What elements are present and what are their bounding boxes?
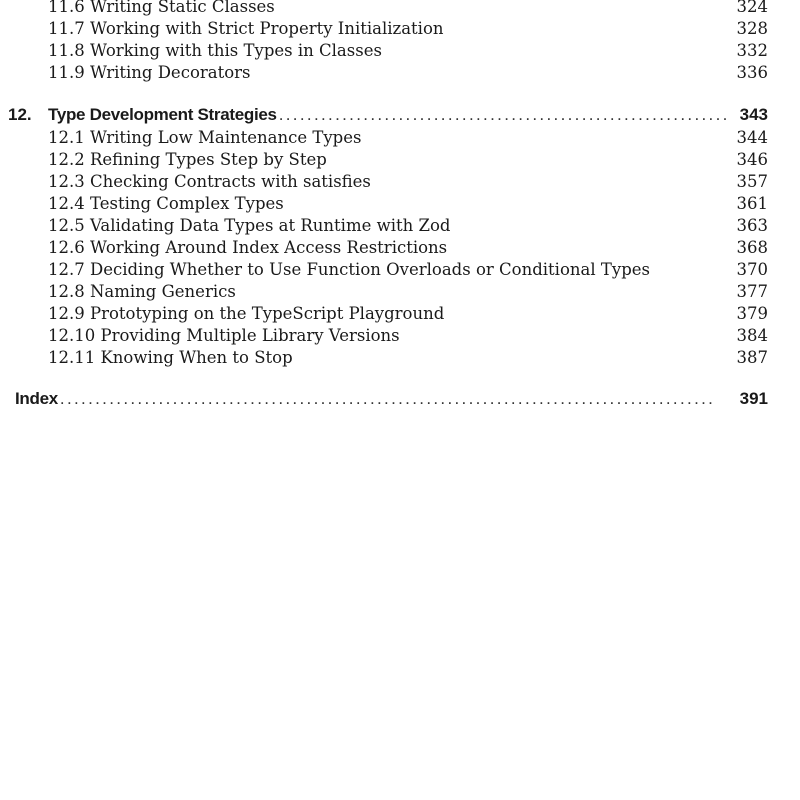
index-title: Index <box>15 389 58 408</box>
toc-entry-page: 346 <box>736 150 768 169</box>
toc-entry-12-8[interactable] <box>48 281 768 303</box>
index-page: 391 <box>739 389 768 408</box>
dot-leader <box>279 103 730 127</box>
toc-index[interactable] <box>15 387 768 411</box>
toc-entry-page: 368 <box>736 238 768 257</box>
toc-entry-12-10[interactable] <box>48 325 768 347</box>
toc-entry-11-7[interactable] <box>48 18 768 40</box>
toc-entry-12-9[interactable] <box>48 303 768 325</box>
toc-entry-page: 377 <box>736 282 768 301</box>
toc-entry-label: 12.11 Knowing When to Stop <box>48 348 293 367</box>
toc-entry-label: 11.7 Working with Strict Property Initialization <box>48 19 444 38</box>
chapter-page: 343 <box>739 105 768 124</box>
toc-entry-label: 11.9 Writing Decorators <box>48 63 251 82</box>
toc-entry-label: 12.4 Testing Complex Types <box>48 194 284 213</box>
toc-entry-12-6[interactable] <box>48 237 768 259</box>
toc-entry-label: 12.10 Providing Multiple Library Versions <box>48 326 400 345</box>
toc-entry-page: 370 <box>736 260 768 279</box>
toc-entry-12-4[interactable] <box>48 193 768 215</box>
toc-entry-label: 12.9 Prototyping on the TypeScript Playground <box>48 304 445 323</box>
toc-entry-page: 363 <box>736 216 768 235</box>
toc-entry-11-8[interactable] <box>48 40 768 62</box>
toc-entry-page: 357 <box>736 172 768 191</box>
toc-entry-label: 11.8 Working with this Types in Classes <box>48 41 382 60</box>
toc-entry-page: 328 <box>736 19 768 38</box>
toc-entry-page: 379 <box>736 304 768 323</box>
toc-entry-label: 11.6 Writing Static Classes <box>48 0 275 16</box>
chapter-title: Type Development Strategies <box>48 105 277 124</box>
toc-entry-12-1[interactable] <box>48 127 768 149</box>
toc-entry-label: 12.8 Naming Generics <box>48 282 236 301</box>
toc-entry-12-2[interactable] <box>48 149 768 171</box>
toc-entry-page: 361 <box>736 194 768 213</box>
chapter-number: 12. <box>8 105 32 124</box>
toc-entry-page: 344 <box>736 128 768 147</box>
dot-leader <box>60 387 730 411</box>
toc-entry-label: 12.7 Deciding Whether to Use Function Overloads or Conditional Types <box>48 260 650 279</box>
toc-entry-11-6[interactable] <box>48 0 768 18</box>
toc-entry-page: 387 <box>736 348 768 367</box>
toc-entry-label: 12.1 Writing Low Maintenance Types <box>48 128 362 147</box>
toc-entry-label: 12.2 Refining Types Step by Step <box>48 150 327 169</box>
toc-entry-page: 332 <box>736 41 768 60</box>
toc-entry-12-3[interactable] <box>48 171 768 193</box>
toc-entry-page: 384 <box>736 326 768 345</box>
toc-entry-12-7[interactable] <box>48 259 768 281</box>
toc-entry-label: 12.3 Checking Contracts with satisfies <box>48 172 371 191</box>
toc-entry-page: 336 <box>736 63 768 82</box>
toc-entry-11-9[interactable] <box>48 62 768 84</box>
toc-entry-12-5[interactable] <box>48 215 768 237</box>
toc-entry-label: 12.5 Validating Data Types at Runtime with Zod <box>48 216 451 235</box>
toc-entry-label: 12.6 Working Around Index Access Restrictions <box>48 238 448 257</box>
toc-entry-12-11[interactable] <box>48 347 768 369</box>
toc-chapter-12[interactable] <box>8 103 768 127</box>
toc-entry-page: 324 <box>736 0 768 16</box>
